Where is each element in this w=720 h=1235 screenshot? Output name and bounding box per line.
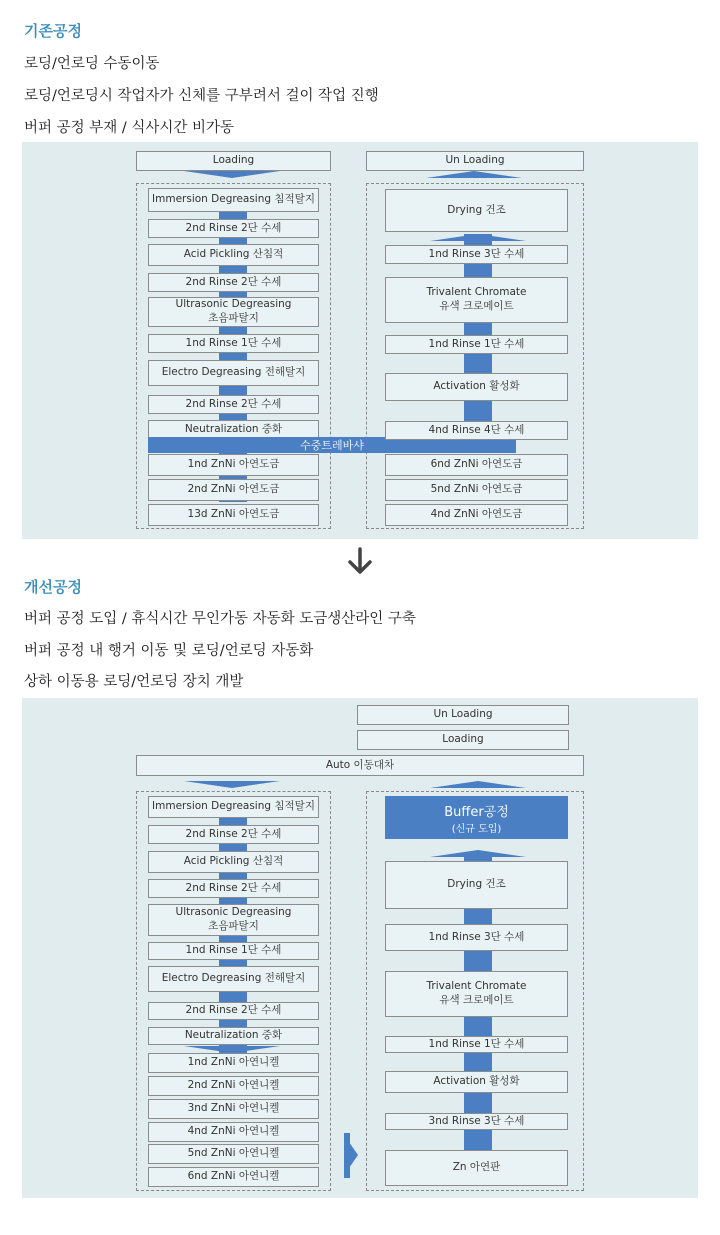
after-left-step-7: Electro Degreasing 전해탈지 [148,966,319,992]
before-transfer-bar: 수중트레바샤 [148,437,516,453]
after-left-step-8: 2nd Rinse 2단 수세 [148,1002,319,1020]
after-left-step-15: 6nd ZnNi 아연니켈 [148,1167,319,1187]
after-auto-cart-box: Auto 이동대차 [136,755,584,776]
before-left-step-7: Electro Degreasing 전해탈지 [148,360,319,386]
after-buffer-title: Buffer공정 [444,804,509,820]
before-left-step-6: 1nd Rinse 1단 수세 [148,334,319,353]
arrow-down-icon [345,546,375,576]
before-left-step-9: Neutralization 중화 [148,420,319,439]
before-right-step-6: 4nd Rinse 4단 수세 [385,421,568,440]
before-right-step-1: Drying 건조 [385,189,568,232]
after-right-step-3: Trivalent Chromate 유색 크로메이트 [385,971,568,1017]
after-line-2: 버퍼 공정 내 행거 이동 및 로딩/언로딩 자동화 [24,643,314,659]
after-left-step-6: 1nd Rinse 1단 수세 [148,942,319,960]
after-left-arrow-icon [184,1046,280,1053]
before-unloading-arrow-icon [426,171,522,178]
before-right-arrow-icon [430,234,526,241]
after-right-step-5: Activation 활성화 [385,1071,568,1093]
after-right-arrow-icon [430,850,526,857]
before-right-step-8: 5nd ZnNi 아연도금 [385,479,568,501]
after-right-top-arrow-icon [430,781,526,788]
before-section-title: 기존공정 [24,22,82,40]
after-diagram-panel [22,698,698,1198]
after-left-top-arrow-icon [184,781,280,788]
after-loading-box: Loading [357,730,569,750]
before-left-step-5: Ultrasonic Degreasing 초음파탈지 [148,297,319,327]
after-left-step-13: 4nd ZnNi 아연니켈 [148,1122,319,1142]
after-left-step-3: Acid Pickling 산침적 [148,851,319,873]
after-left-step-5: Ultrasonic Degreasing 초음파탈지 [148,904,319,936]
before-right-step-3: Trivalent Chromate 유색 크로메이트 [385,277,568,323]
after-right-step-1: Drying 건조 [385,861,568,909]
after-right-step-2: 1nd Rinse 3단 수세 [385,924,568,951]
after-left-step-2: 2nd Rinse 2단 수세 [148,825,319,844]
before-left-step-4: 2nd Rinse 2단 수세 [148,273,319,292]
after-transfer-arrow-icon [349,1142,358,1168]
after-section-title: 개선공정 [24,578,82,596]
after-left-step-10: 1nd ZnNi 아연니켈 [148,1053,319,1073]
before-loading-arrow-icon [184,171,280,178]
after-right-step-7: Zn 아연판 [385,1150,568,1186]
after-left-step-4: 2nd Rinse 2단 수세 [148,879,319,898]
before-line-2: 로딩/언로딩시 작업자가 신체를 구부려서 걸이 작업 진행 [24,88,379,104]
after-left-step-12: 3nd ZnNi 아연니켈 [148,1099,319,1119]
after-line-1: 버퍼 공정 도입 / 휴식시간 무인가동 자동화 도금생산라인 구축 [24,611,416,627]
before-left-step-11: 2nd ZnNi 아연도금 [148,479,319,501]
before-left-step-12: 13d ZnNi 아연도금 [148,504,319,526]
before-right-step-9: 4nd ZnNi 아연도금 [385,504,568,526]
before-right-step-4: 1nd Rinse 1단 수세 [385,335,568,354]
after-right-step-6: 3nd Rinse 3단 수세 [385,1113,568,1130]
before-right-connector [464,234,492,434]
before-right-step-2: 1nd Rinse 3단 수세 [385,245,568,264]
after-unloading-box: Un Loading [357,705,569,725]
before-left-step-1: Immersion Degreasing 침적탈지 [148,188,319,212]
before-diagram-panel [22,142,698,539]
after-right-step-4: 1nd Rinse 1단 수세 [385,1036,568,1053]
after-buffer-box [385,796,568,839]
after-line-3: 상하 이동용 로딩/언로딩 장치 개발 [24,674,244,690]
before-left-step-2: 2nd Rinse 2단 수세 [148,219,319,238]
before-left-step-8: 2nd Rinse 2단 수세 [148,395,319,414]
after-left-step-14: 5nd ZnNi 아연니켈 [148,1144,319,1164]
before-right-step-5: Activation 활성화 [385,373,568,401]
after-left-step-1: Immersion Degreasing 침적탈지 [148,796,319,818]
after-buffer-sub: (신규 도입) [451,823,502,835]
before-unloading-box: Un Loading [366,151,584,171]
before-left-step-10: 1nd ZnNi 아연도금 [148,454,319,476]
after-left-step-9: Neutralization 중화 [148,1027,319,1045]
before-left-step-3: Acid Pickling 산침적 [148,244,319,266]
before-line-1: 로딩/언로딩 수동이동 [24,56,160,72]
after-left-step-11: 2nd ZnNi 아연니켈 [148,1076,319,1096]
before-right-step-7: 6nd ZnNi 아연도금 [385,454,568,476]
before-loading-box: Loading [136,151,331,171]
before-line-3: 버퍼 공정 부재 / 식사시간 비가동 [24,120,235,136]
